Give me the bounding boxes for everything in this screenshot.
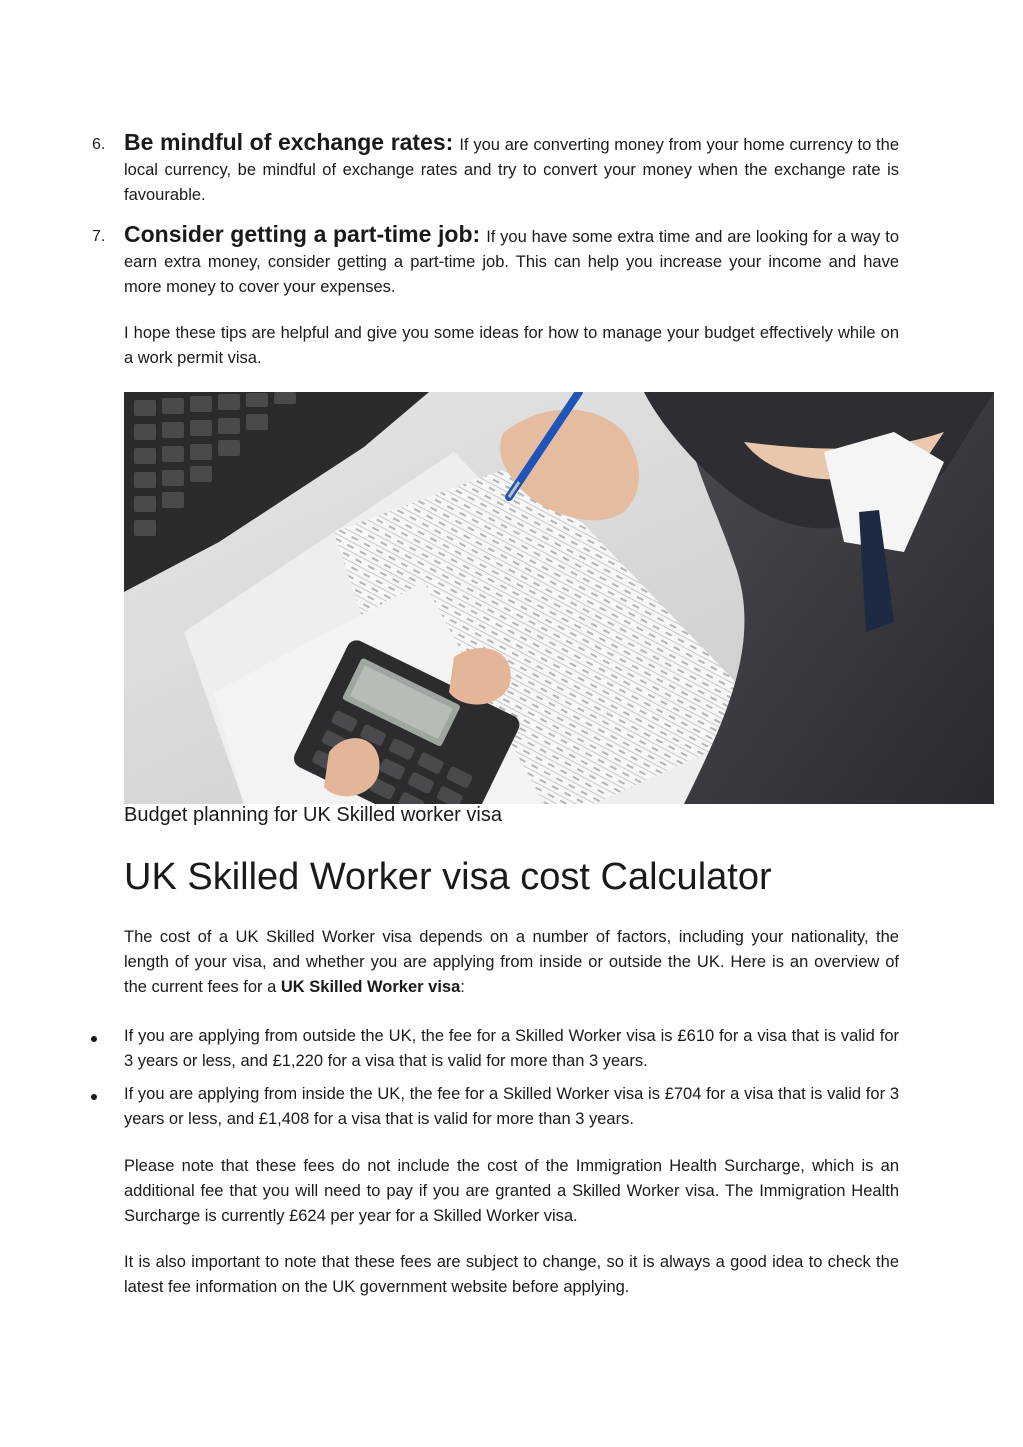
- section-title: UK Skilled Worker visa cost Calculator: [124, 856, 772, 898]
- fee-bullet-inside: If you are applying from inside the UK, the fee for a Skilled Worker visa is £704 for a visa that is valid for 3 years or less, and £1,408 for a visa that is valid for more than 3 years.: [124, 1085, 899, 1128]
- list-number: 7.: [92, 228, 106, 245]
- list-item-heading: Be mindful of exchange rates:: [124, 129, 454, 155]
- closing-tip: I hope these tips are helpful and give you some ideas for how to manage your budget effectively while on a work permit visa.: [124, 324, 899, 367]
- list-item-heading: Consider getting a part-time job:: [124, 221, 481, 247]
- intro-text: The cost of a UK Skilled Worker visa depends on a number of factors, including your nationality, the length of your visa, and whether you are applying from inside or outside the UK. Here is an overview of the current fees for a: [124, 928, 899, 996]
- budget-planning-photo: [124, 392, 994, 804]
- list-item-body: [124, 222, 899, 300]
- list-item-text: If you are converting money from your home currency to the local currency, be mindful of exchange rates and try to convert your money when the exchange rate is favourable.: [124, 136, 899, 204]
- intro-paragraph: [124, 925, 899, 1000]
- bullet-icon: [91, 1094, 97, 1100]
- fee-bullet-outside: If you are applying from outside the UK, the fee for a Skilled Worker visa is £610 for a visa that is valid for 3 years or less, and £1,220 for a visa that is valid for more than 3 years.: [124, 1027, 899, 1070]
- intro-text-end: :: [460, 978, 465, 996]
- intro-bold-text: UK Skilled Worker visa: [280, 978, 461, 996]
- surcharge-note: Please note that these fees do not include the cost of the Immigration Health Surcharge, which is an additional fee that you will need to pay if you are granted a Skilled Worker visa. The Immigration Health Surcharge is currently £624 per year for a Skilled Worker visa.: [124, 1157, 899, 1225]
- bullet-icon: [91, 1036, 97, 1042]
- fee-change-note: It is also important to note that these fees are subject to change, so it is always a good idea to check the latest fee information on the UK government website before applying.: [124, 1253, 899, 1296]
- list-number: 6.: [92, 136, 106, 153]
- list-item-body: [124, 130, 899, 208]
- image-caption: Budget planning for UK Skilled worker visa: [124, 804, 502, 826]
- list-item-text: If you have some extra time and are looking for a way to earn extra money, consider getting a part-time job. This can help you increase your income and have more money to cover your expenses.: [124, 228, 899, 296]
